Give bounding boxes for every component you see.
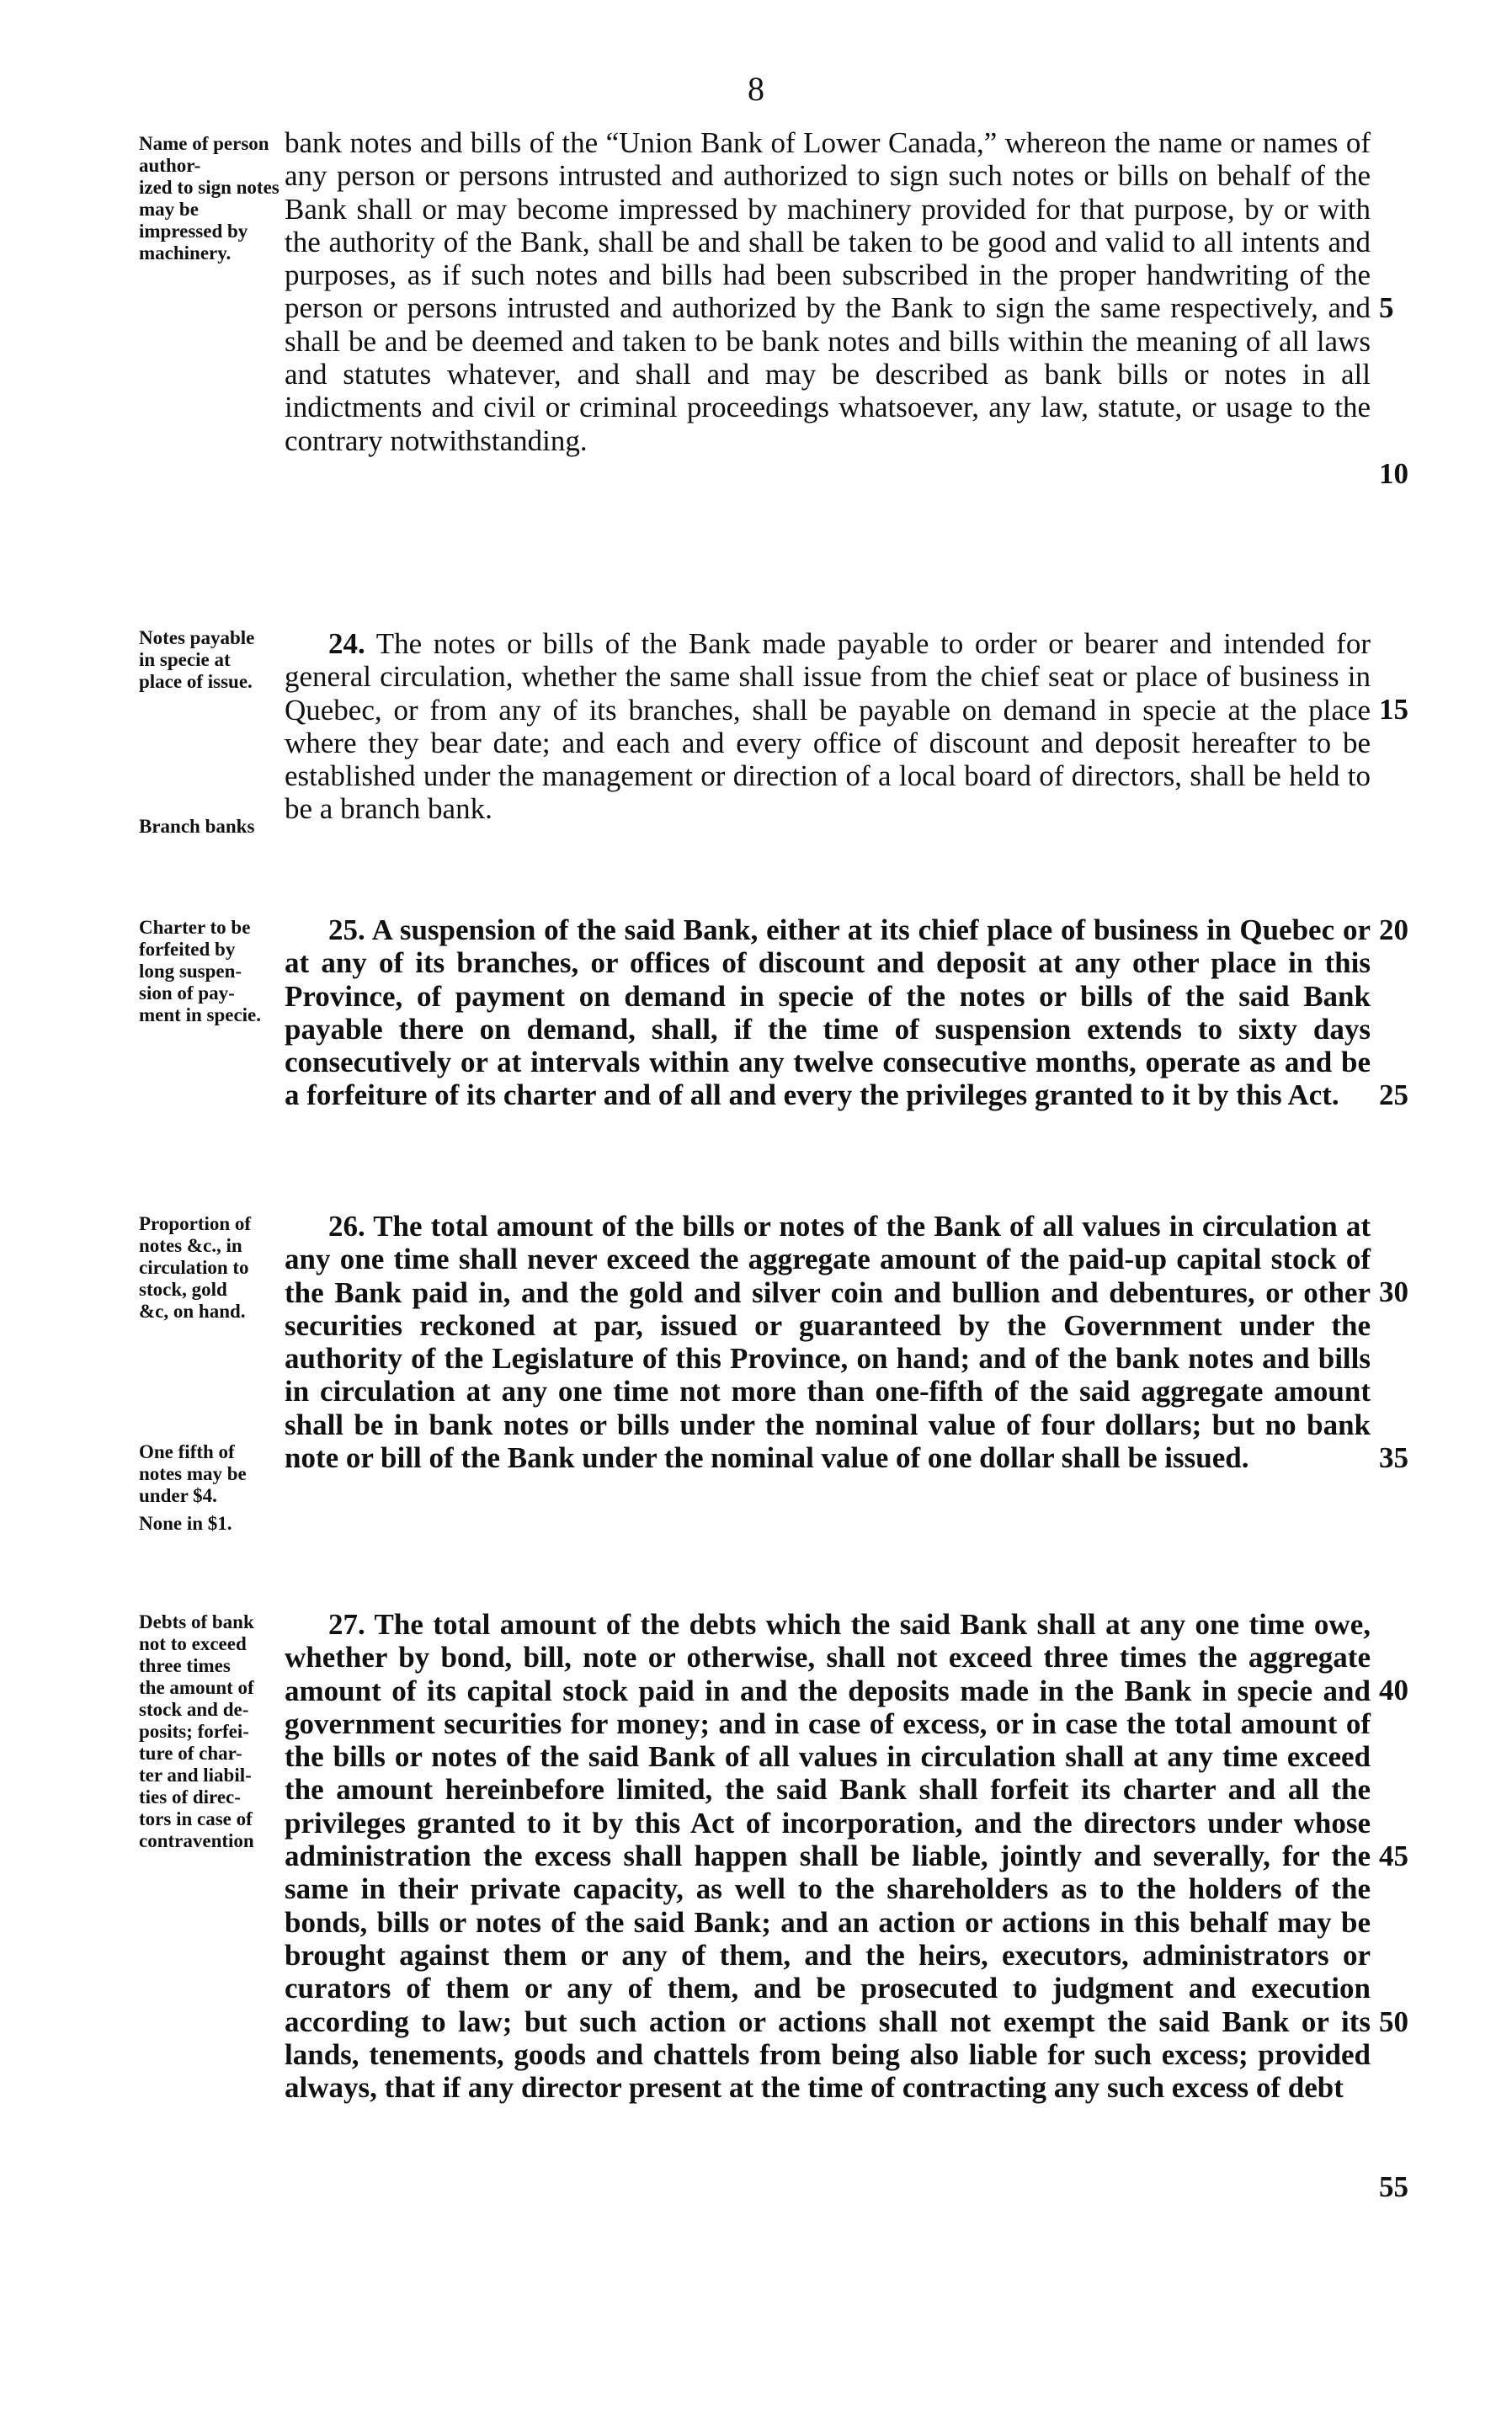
margin-note: Charter to be forfeited by long suspen- sion of pay- ment in specie. [139, 917, 262, 1025]
section-body: A suspension of the said Bank, either at its chief place of business in Quebec or at any of its branches, or offices of discount and deposit at any other place in this Province, of payment on demand in specie of the notes or bills of the said Bank payable there on demand, shall, if the time of suspension extends to sixty days consecutively or at intervals within any twelve consecutive months, operate as and be a forfeiture of its charter and of all and every the privileges granted to it by this Act. [285, 913, 1371, 1112]
section-text [285, 913, 1371, 1112]
line-number: 15 [1379, 693, 1408, 726]
section-text: bank notes and bills of the “Union Bank of Lower Canada,” whereon the name or names of any person or persons intrusted and authorized to sign such notes or bills on behalf of the Bank shall or may become impressed by machinery provided for that purpose, by or with the authority of the Bank, shall be and shall be taken to be good and valid to all intents and purposes, as if such notes and bills had been subscribed in the proper handwriting of the person or persons intrusted and authorized by the Bank to sign the same respectively, and shall be and be deemed and taken to be bank notes and bills within the meaning of all laws and statutes whatever, and shall and may be described as bank bills or notes in all indictments and civil or criminal proceedings whatsoever, any law, statute, or usage to the contrary notwithstanding. [285, 126, 1371, 457]
section-text [285, 1608, 1371, 2104]
section-text [285, 1210, 1371, 1474]
margin-note-branch: Branch banks [139, 816, 255, 837]
page-number: 8 [748, 70, 764, 108]
line-number: 55 [1379, 2170, 1408, 2203]
section-body: The notes or bills of the Bank made payable to order or bearer and intended for general circulation, whether the same shall issue from the chief seat or place of business in Quebec, or from any of its branches, shall be payable on demand in specie at the place where they bear date; and each and every office of discount and deposit hereafter to be established under the management or direction of a local board of directors, shall be held to be a branch bank. [285, 627, 1371, 826]
line-number: 10 [1379, 457, 1408, 490]
section-text [285, 627, 1371, 826]
margin-note: Proportion of notes &c., in circulation to stock, gold &c, on hand. [139, 1213, 252, 1322]
section-number: 24. [328, 627, 365, 660]
line-number: 25 [1379, 1078, 1408, 1111]
section-number: 27. [328, 1608, 365, 1641]
section-number: 26. [328, 1210, 365, 1243]
line-number: 35 [1379, 1441, 1408, 1474]
margin-note-one-fifth: One fifth of notes may be under $4. [139, 1441, 247, 1506]
margin-note: Debts of bank not to exceed three times the amount of stock and de- posits; forfei- ture of char- ter and liabil- ties of direc- tors in case of contravention [139, 1611, 254, 1851]
line-number: 45 [1379, 1840, 1408, 1872]
margin-note: Name of person author- ized to sign notes may be impressed by machinery. [139, 133, 280, 264]
section-body: The total amount of the debts which the said Bank shall at any one time owe, whether by bond, bill, note or otherwise, shall not exceed three times the aggregate amount of its capital stock paid in and the deposits made in the Bank in specie and government securities for money; and in case of excess, or in case the total amount of the bills or notes of the said Bank of all values in circulation shall at any time exceed the amount hereinbefore limited, the said Bank shall forfeit its charter and all the privileges granted to it by this Act of incorporation, and the directors under whose administration the excess shall happen shall be liable, jointly and severally, for the same in their private capacity, as well to the shareholders as to the holders of the bonds, bills or notes of the said Bank; and an action or actions in this behalf may be brought against them or any of them, and the heirs, executors, administrators or curators of them or any of them, and be prosecuted to judgment and execution according to law; but such action or actions shall not exempt the said Bank or its lands, tenements, goods and chattels from being also liable for such excess; provided always, that if any director present at the time of contracting any such excess of debt [285, 1608, 1371, 2105]
line-number: 30 [1379, 1275, 1408, 1308]
section-number: 25. [328, 913, 365, 946]
margin-note-none: None in $1. [139, 1513, 232, 1534]
line-number: 40 [1379, 1674, 1408, 1707]
line-number: 5 [1379, 291, 1394, 324]
line-number: 20 [1379, 913, 1408, 946]
section-body: The total amount of the bills or notes of the Bank of all values in circulation at any one time shall never exceed the aggregate amount of the paid-up capital stock of the Bank paid in, and the gold and silver coin and bullion and debentures, or other securities reckoned at par, issued or guaranteed by the Government under the authority of the Legislature of this Province, on hand; and of the bank notes and bills in circulation at any one time not more than one-fifth of the said aggregate amount shall be in bank notes or bills under the nominal value of four dollars; but no bank note or bill of the Bank under the nominal value of one dollar shall be issued. [285, 1210, 1371, 1475]
line-number: 50 [1379, 2005, 1408, 2038]
margin-note: Notes payable in specie at place of issue. [139, 627, 255, 692]
